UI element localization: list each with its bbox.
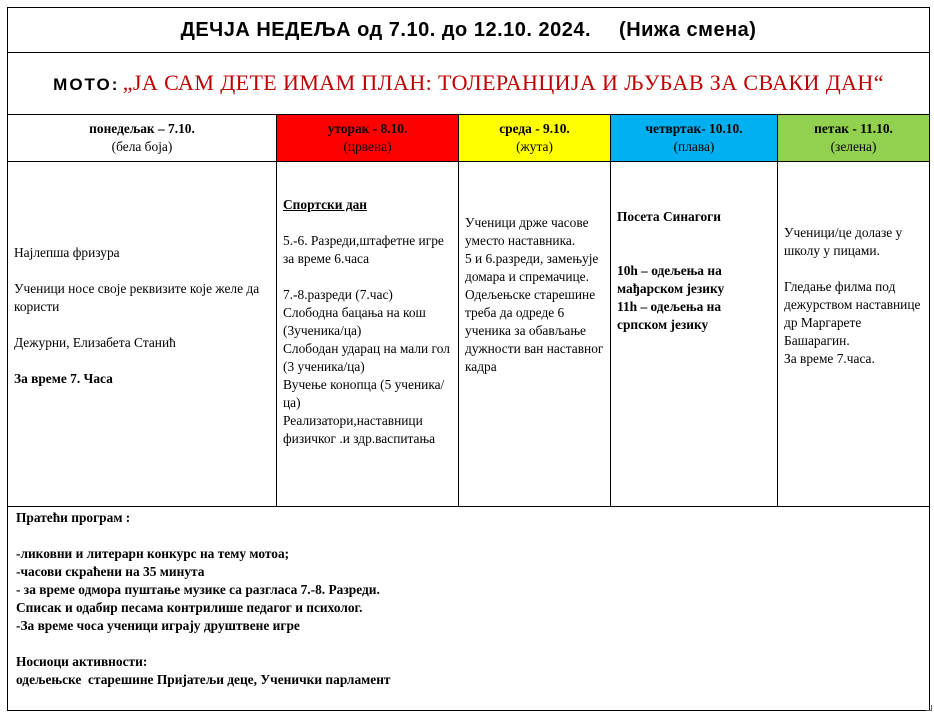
activity-block: 5.-6. Разреди,штафетне игре за време 6.часа: [283, 233, 444, 266]
program-item: Списак и одабир песама контрилише педагог и психолог.: [16, 600, 363, 615]
activities-wednesday: [459, 162, 611, 507]
activity-block: Посета Синагоги: [617, 209, 721, 224]
day-color-label: (црвена): [343, 139, 392, 154]
program-item: -ликовни и литерарн конкурс на тему мотоа;: [16, 546, 290, 561]
activities-tuesday: [277, 162, 459, 507]
day-header-thursday: [611, 115, 778, 162]
schedule-table: [7, 7, 930, 711]
carriers-title: Носиоци активности:: [16, 654, 148, 669]
moto-text: „ЈА САМ ДЕТЕ ИМАМ ПЛАН: ТОЛЕРАНЦИЈА И ЉУБАВ ЗА СВАКИ ДАН“: [122, 69, 884, 95]
activity-block: За време 7. Часа: [14, 371, 113, 386]
day-header-row: [8, 115, 930, 162]
activities-monday: [8, 162, 277, 507]
day-name: среда - 9.10.: [499, 121, 570, 136]
activity-block: Ученици држе часове уместо наставника. 5 и 6.разреди, замењује домара и спремачице. Одељењске старешине треба да одреде 6 ученика за обављање дужности ван наставног кадра: [465, 215, 604, 374]
footer-row: [8, 507, 930, 711]
program-item: -часови скраћени на 35 минута: [16, 564, 205, 579]
activity-block: Спортски дан: [283, 197, 367, 212]
activities-row: [8, 162, 930, 507]
title-row: [8, 8, 930, 53]
activity-block: Најлепша фризура: [14, 245, 120, 260]
program-item: -За време чоса ученици играју друштвене игре: [16, 618, 300, 633]
day-color-label: (жута): [516, 139, 553, 154]
moto-label: МОТО:: [53, 74, 120, 94]
day-color-label: (бела боја): [111, 139, 173, 154]
moto-cell: [8, 53, 930, 115]
day-header-monday: [8, 115, 277, 162]
title-shift: (Нижа смена): [619, 19, 757, 41]
footer-program: [8, 507, 930, 711]
activity-block: 10h – одељења на мађарском језику 11h – одељења на српском језику: [617, 263, 725, 332]
program-title: Пратећи програм :: [16, 510, 131, 525]
day-name: уторак - 8.10.: [327, 121, 408, 136]
day-header-wednesday: [459, 115, 611, 162]
carriers-text: одељењске старешине Пријатељи деце, Ученички парламент: [16, 672, 391, 687]
day-color-label: (плава): [673, 139, 715, 154]
title-main: ДЕЧЈА НЕДЕЉА од 7.10. до 12.10. 2024.: [180, 19, 592, 41]
day-name: петак - 11.10.: [814, 121, 893, 136]
day-name: понедељак – 7.10.: [89, 121, 195, 136]
activities-thursday: [611, 162, 778, 507]
day-header-tuesday: [277, 115, 459, 162]
activity-block: Дежурни, Елизабета Станић: [14, 335, 176, 350]
activities-friday: [778, 162, 930, 507]
activity-block: Гледање филма под дежурством наставнице др Маргарете Башарагин. За време 7.часа.: [784, 279, 921, 366]
day-color-label: (зелена): [830, 139, 877, 154]
corner-mark: [926, 705, 932, 711]
program-item: - за време одмора пуштање музике са разгласа 7.-8. Разреди.: [16, 582, 380, 597]
activity-block: Ученици носе своје реквизите које желе да користи: [14, 281, 260, 314]
day-header-friday: [778, 115, 930, 162]
day-name: четвртак- 10.10.: [645, 121, 743, 136]
moto-row: [8, 53, 930, 115]
activity-block: 7.-8.разреди (7.час) Слободна бацања на кош (3ученика/ца) Слободан ударац на мали гол (3 ученика/ца) Вучење конопца (5 ученика/ца) Реализатори,наставници физичког .и здр.васпитања: [283, 287, 450, 446]
page-title: [8, 8, 930, 53]
activity-block: Ученици/це долазе у школу у пицами.: [784, 225, 903, 258]
